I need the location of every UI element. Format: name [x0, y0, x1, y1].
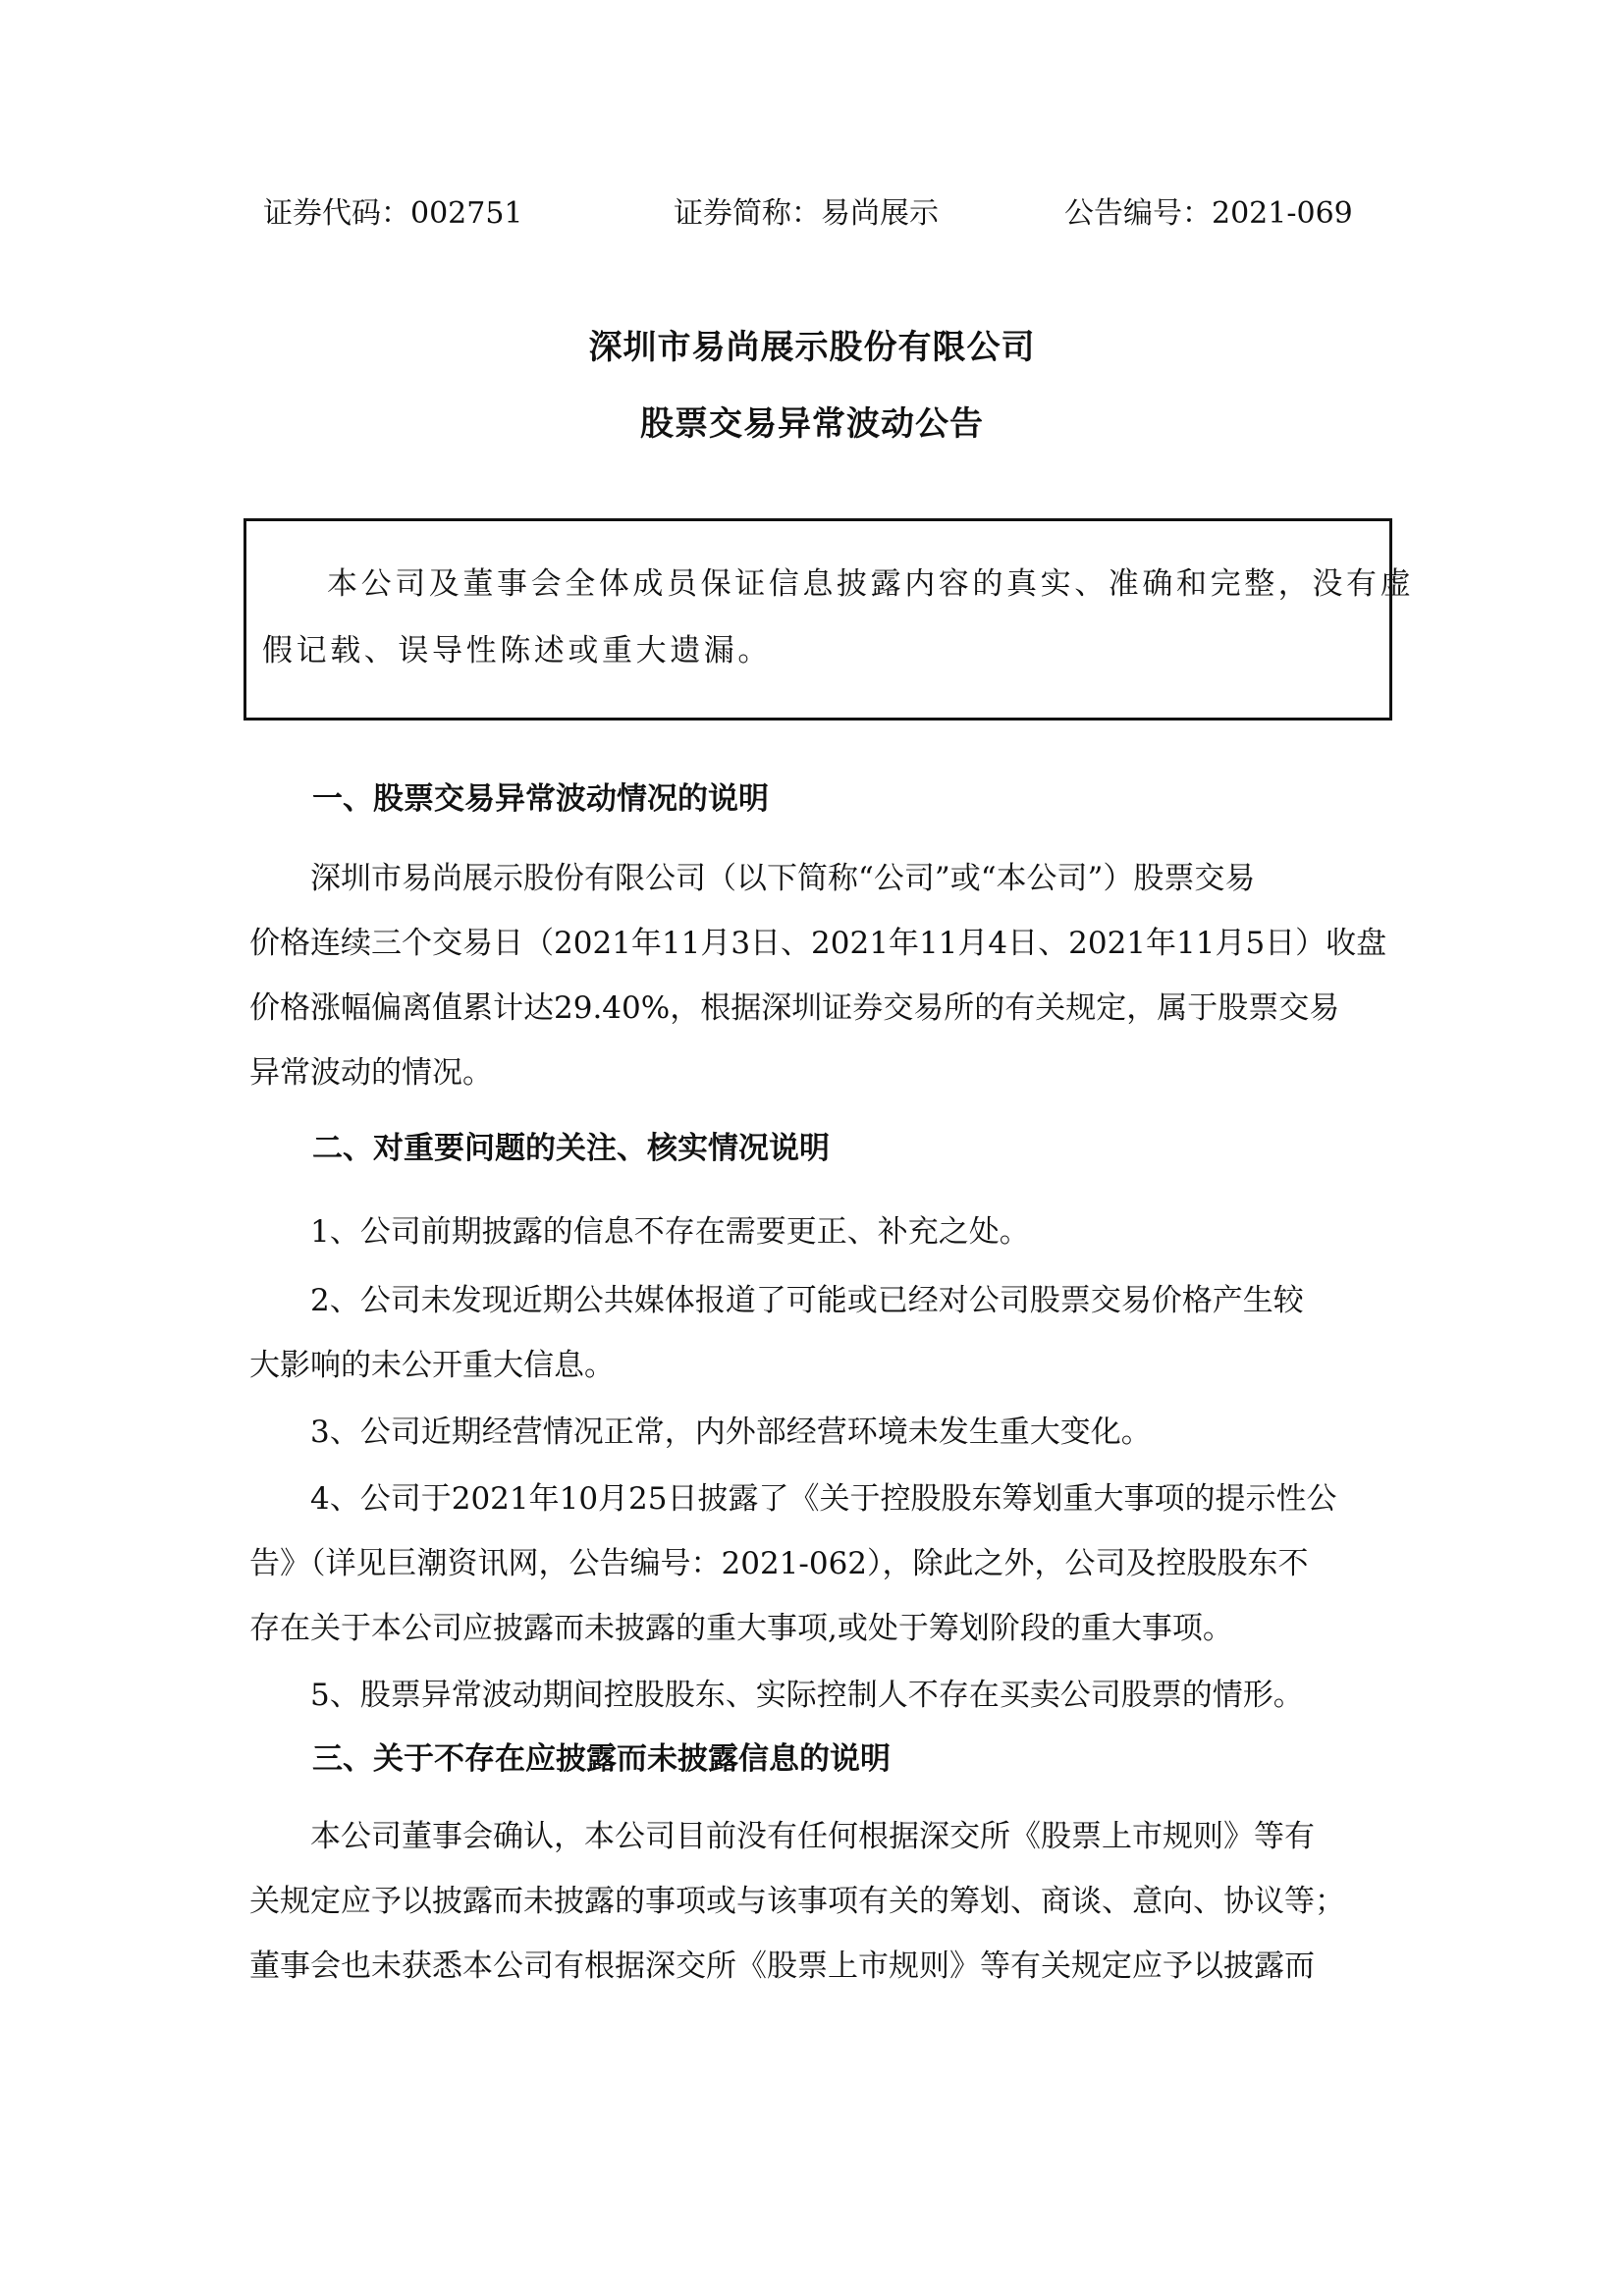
paragraph-line: 董事会也未获悉本公司有根据深交所《股票上市规则》等有关规定应予以披露而: [249, 1949, 1315, 1984]
list-item: 4、公司于2021年10月25日披露了《关于控股股东筹划重大事项的提示性公: [310, 1481, 1337, 1517]
section-2-item-3: [249, 1400, 1379, 1465]
list-item: 2、公司未发现近期公共媒体报道了可能或已经对公司股票交易价格产生较: [310, 1283, 1304, 1318]
list-item-continuation: 大影响的未公开重大信息。: [249, 1348, 615, 1383]
paragraph-line: 深圳市易尚展示股份有限公司（以下简称“公司”或“本公司”）股票交易: [310, 861, 1256, 896]
security-code: 证券代码：002751: [263, 196, 523, 231]
list-item: 1、公司前期披露的信息不存在需要更正、补充之处。: [310, 1214, 1030, 1250]
section-2-item-5: [249, 1663, 1379, 1728]
section-2-item-1: [249, 1200, 1379, 1264]
announcement-number: 公告编号：2021-069: [1064, 196, 1353, 231]
disclaimer-line: 本公司及董事会全体成员保证信息披露内容的真实、准确和完整，没有虚: [327, 566, 1415, 602]
list-item-continuation: 告》（详见巨潮资讯网，公告编号：2021-062），除此之外，公司及控股股东不: [249, 1546, 1309, 1581]
list-item: 3、公司近期经营情况正常，内外部经营环境未发生重大变化。: [310, 1415, 1152, 1450]
section-3-paragraph: [249, 1804, 1379, 1999]
paragraph-line: 异常波动的情况。: [249, 1055, 493, 1091]
paragraph-line: 关规定应予以披露而未披露的事项或与该事项有关的筹划、商谈、意向、协议等；: [249, 1884, 1345, 1919]
list-item: 5、股票异常波动期间控股股东、实际控制人不存在买卖公司股票的情形。: [310, 1678, 1304, 1713]
paragraph-line: 价格连续三个交易日（2021年11月3日、2021年11月4日、2021年11月5日）收盘: [249, 926, 1387, 961]
disclaimer-text: [246, 551, 1415, 684]
section-heading-1: 一、股票交易异常波动情况的说明: [312, 781, 769, 817]
company-title: 深圳市易尚展示股份有限公司: [588, 328, 1036, 367]
disclaimer-line: 假记载、误导性陈述或重大遗漏。: [262, 633, 772, 668]
paragraph-line: 价格涨幅偏离值累计达29.40%，根据深圳证券交易所的有关规定，属于股票交易: [249, 990, 1340, 1026]
list-item-continuation: 存在关于本公司应披露而未披露的重大事项,或处于筹划阶段的重大事项。: [249, 1611, 1233, 1646]
section-2-item-2: [249, 1268, 1379, 1398]
paragraph-line: 本公司董事会确认，本公司目前没有任何根据深交所《股票上市规则》等有: [310, 1819, 1315, 1854]
section-1-paragraph: [249, 846, 1387, 1105]
security-name: 证券简称：易尚展示: [674, 196, 939, 231]
section-heading-3: 三、关于不存在应披露而未披露信息的说明: [312, 1741, 891, 1777]
document-header: [263, 192, 1363, 236]
announcement-title: 股票交易异常波动公告: [640, 404, 984, 444]
section-2-item-4: [249, 1467, 1379, 1661]
disclaimer-box: [244, 518, 1415, 721]
section-heading-2: 二、对重要问题的关注、核实情况说明: [312, 1131, 830, 1166]
